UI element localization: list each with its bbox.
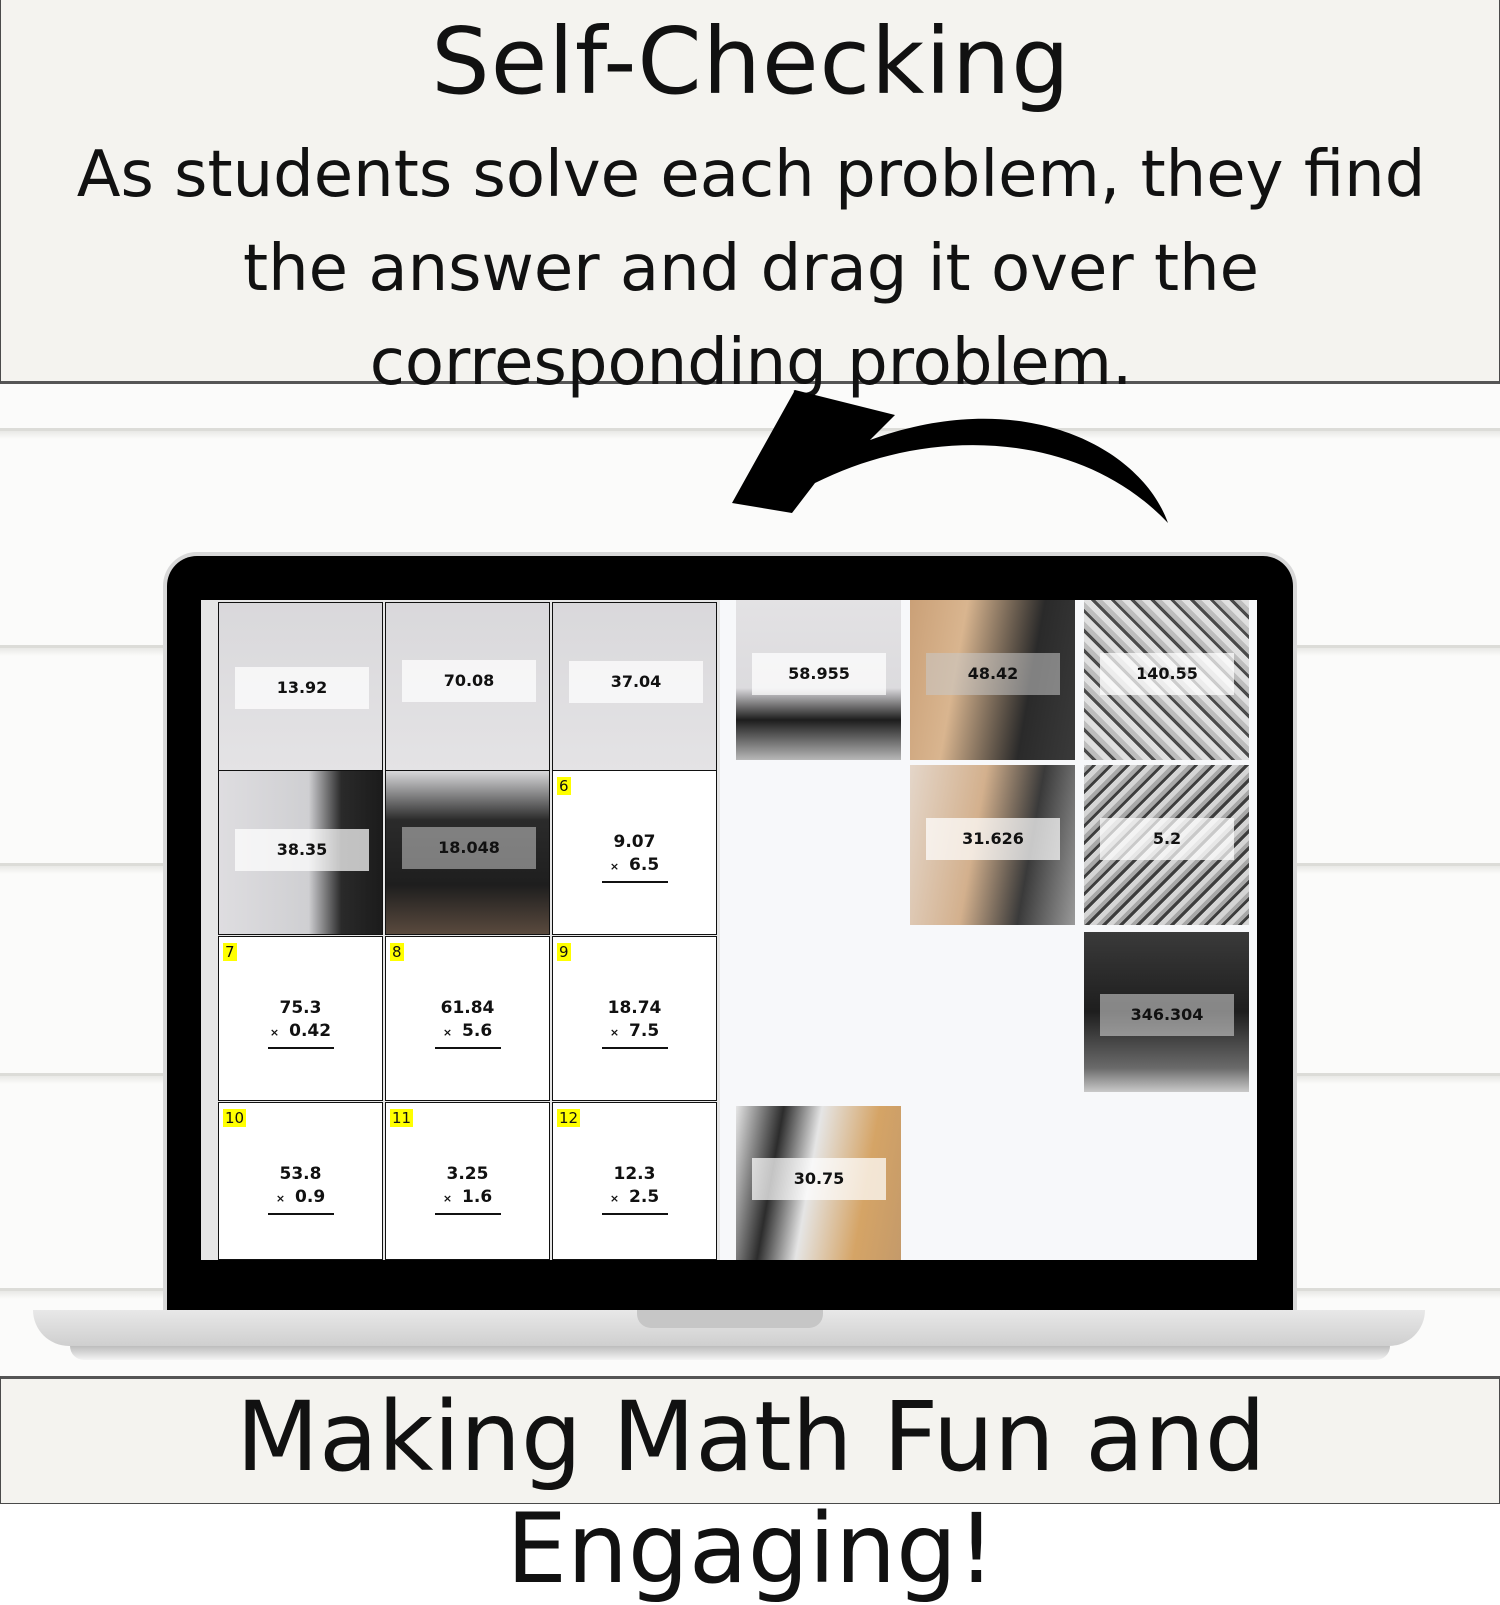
answer-line xyxy=(602,881,668,883)
times-sign: × xyxy=(609,1026,620,1039)
answer-card[interactable] xyxy=(736,600,901,760)
problem-factor: 3.25 xyxy=(446,1164,489,1184)
problem-number: 11 xyxy=(392,1109,412,1127)
problem-factor: 6.5 xyxy=(629,855,660,875)
grid-cell xyxy=(385,770,550,935)
problem-factor: 53.8 xyxy=(279,1164,322,1184)
answer-card[interactable] xyxy=(1084,600,1249,760)
answer-label: 140.55 xyxy=(1100,653,1234,695)
answer-line xyxy=(602,1213,668,1215)
answer-tile[interactable]: 13.92 xyxy=(235,667,369,709)
answer-line xyxy=(268,1047,334,1049)
problem-grid xyxy=(218,602,720,1260)
answer-label: 5.2 xyxy=(1100,818,1234,860)
times-sign: × xyxy=(275,1192,286,1205)
grid-cell xyxy=(385,602,550,772)
problem-factor: 18.74 xyxy=(607,998,662,1018)
answer-card[interactable] xyxy=(910,600,1075,760)
answer-card[interactable] xyxy=(910,765,1075,925)
problem-number: 12 xyxy=(559,1109,579,1127)
answer-label: 58.955 xyxy=(752,653,886,695)
problem-factor: 2.5 xyxy=(629,1187,660,1207)
multiplication-problem xyxy=(553,1163,716,1215)
laptop-shadow xyxy=(70,1346,1390,1360)
grid-cell xyxy=(218,770,383,935)
multiplication-problem xyxy=(553,831,716,883)
problem-factor: 1.6 xyxy=(462,1187,493,1207)
problem-factor: 5.6 xyxy=(462,1021,493,1041)
grid-cell xyxy=(218,602,383,772)
multiplication-problem xyxy=(386,997,549,1049)
problem-number: 9 xyxy=(559,943,569,961)
tagline: Making Math Fun and Engaging! xyxy=(236,1381,1266,1605)
answer-line xyxy=(268,1213,334,1215)
footer-banner xyxy=(0,1376,1500,1605)
problem-factor: 9.07 xyxy=(613,832,656,852)
header-banner xyxy=(0,0,1500,400)
times-sign: × xyxy=(609,1192,620,1205)
problem-number: 10 xyxy=(225,1109,245,1127)
grid-cell xyxy=(552,936,717,1101)
grid-cell xyxy=(218,1102,383,1260)
slide-divider xyxy=(720,600,736,1260)
answer-line xyxy=(435,1213,501,1215)
answer-label: 48.42 xyxy=(926,653,1060,695)
times-sign: × xyxy=(442,1026,453,1039)
multiplication-problem xyxy=(553,997,716,1049)
times-sign: × xyxy=(609,860,620,873)
answer-tile[interactable]: 18.048 xyxy=(402,827,536,869)
page-title: Self-Checking xyxy=(431,8,1071,115)
curved-arrow-icon xyxy=(720,385,1180,555)
multiplication-problem xyxy=(219,997,382,1049)
problem-factor: 0.42 xyxy=(289,1021,332,1041)
times-sign: × xyxy=(442,1192,453,1205)
grid-cell xyxy=(385,1102,550,1260)
grid-cell xyxy=(552,1102,717,1260)
multiplication-problem xyxy=(386,1163,549,1215)
activity-slide xyxy=(201,600,720,1260)
answer-label: 30.75 xyxy=(752,1158,886,1200)
laptop-notch xyxy=(637,1310,823,1328)
answer-tile[interactable]: 38.35 xyxy=(235,829,369,871)
laptop-screen xyxy=(201,600,1257,1260)
answer-line xyxy=(435,1047,501,1049)
problem-factor: 7.5 xyxy=(629,1021,660,1041)
answer-tile[interactable]: 70.08 xyxy=(402,660,536,702)
grid-cell xyxy=(218,936,383,1101)
answer-card[interactable] xyxy=(736,1106,901,1260)
answer-tile[interactable]: 37.04 xyxy=(569,661,703,703)
answer-card[interactable] xyxy=(1084,765,1249,925)
problem-number: 7 xyxy=(225,943,235,961)
multiplication-problem xyxy=(219,1163,382,1215)
grid-cell xyxy=(552,770,717,935)
problem-number: 6 xyxy=(559,777,569,795)
description-text: As students solve each problem, they find the answer and drag it over the corresponding problem. xyxy=(76,138,1426,400)
problem-factor: 75.3 xyxy=(279,998,322,1018)
answer-label: 31.626 xyxy=(926,818,1060,860)
problem-factor: 0.9 xyxy=(295,1187,326,1207)
grid-cell xyxy=(385,936,550,1101)
answer-line xyxy=(602,1047,668,1049)
answer-label: 346.304 xyxy=(1100,994,1234,1036)
problem-number: 8 xyxy=(392,943,402,961)
problem-factor: 61.84 xyxy=(440,998,495,1018)
problem-factor: 12.3 xyxy=(613,1164,656,1184)
answer-card[interactable] xyxy=(1084,932,1249,1092)
grid-cell xyxy=(552,602,717,772)
times-sign: × xyxy=(269,1026,280,1039)
